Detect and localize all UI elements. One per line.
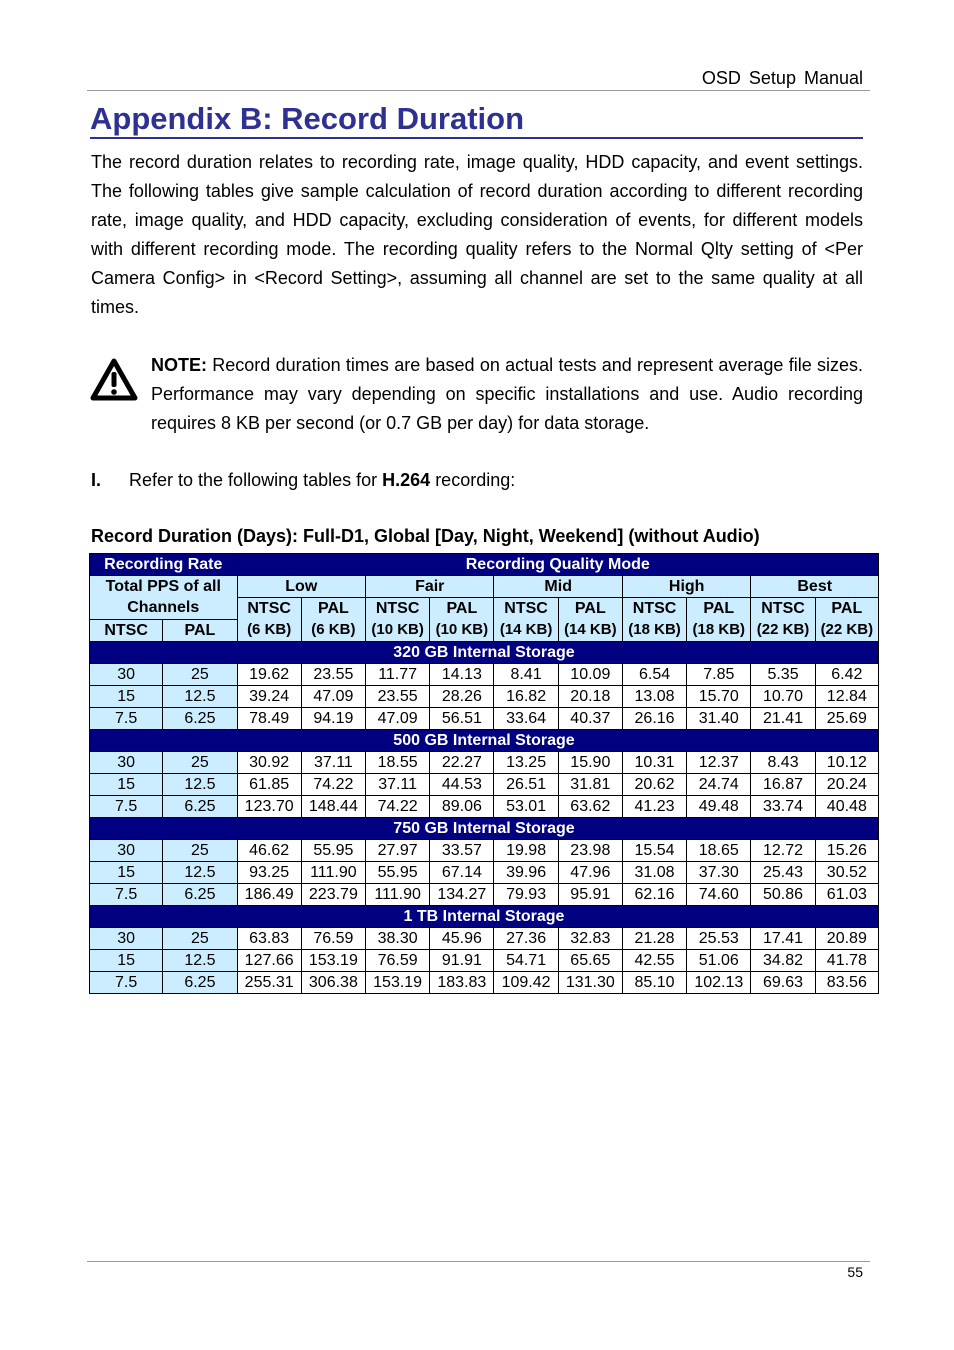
duration-cell: 62.16 bbox=[622, 883, 686, 905]
duration-cell: 10.09 bbox=[558, 663, 622, 685]
size-col-size: (22 KB) bbox=[815, 619, 878, 641]
duration-cell: 74.60 bbox=[687, 883, 751, 905]
duration-cell: 83.56 bbox=[815, 971, 878, 993]
rate-cell: 6.25 bbox=[163, 707, 237, 729]
duration-cell: 23.98 bbox=[558, 839, 622, 861]
duration-cell: 19.98 bbox=[494, 839, 558, 861]
quality-level-fair: Fair bbox=[366, 576, 494, 598]
duration-cell: 50.86 bbox=[751, 883, 815, 905]
duration-cell: 94.19 bbox=[301, 707, 365, 729]
duration-cell: 41.23 bbox=[622, 795, 686, 817]
duration-cell: 44.53 bbox=[430, 773, 494, 795]
size-col-std: NTSC bbox=[751, 598, 815, 620]
size-col-size: (14 KB) bbox=[494, 619, 558, 641]
rate-cell: 6.25 bbox=[163, 883, 237, 905]
duration-cell: 31.08 bbox=[622, 861, 686, 883]
duration-cell: 65.65 bbox=[558, 949, 622, 971]
duration-cell: 6.54 bbox=[622, 663, 686, 685]
quality-level-high: High bbox=[622, 576, 750, 598]
duration-cell: 78.49 bbox=[237, 707, 301, 729]
duration-cell: 22.27 bbox=[430, 751, 494, 773]
rate-cell: 25 bbox=[163, 927, 237, 949]
duration-cell: 53.01 bbox=[494, 795, 558, 817]
duration-cell: 33.57 bbox=[430, 839, 494, 861]
duration-cell: 153.19 bbox=[301, 949, 365, 971]
size-col-size: (18 KB) bbox=[622, 619, 686, 641]
duration-cell: 85.10 bbox=[622, 971, 686, 993]
duration-cell: 45.96 bbox=[430, 927, 494, 949]
duration-cell: 74.22 bbox=[366, 795, 430, 817]
duration-cell: 21.41 bbox=[751, 707, 815, 729]
duration-cell: 31.81 bbox=[558, 773, 622, 795]
duration-cell: 49.48 bbox=[687, 795, 751, 817]
duration-cell: 47.09 bbox=[301, 685, 365, 707]
quality-level-best: Best bbox=[751, 576, 879, 598]
duration-cell: 89.06 bbox=[430, 795, 494, 817]
duration-cell: 95.91 bbox=[558, 883, 622, 905]
duration-cell: 25.53 bbox=[687, 927, 751, 949]
duration-cell: 21.28 bbox=[622, 927, 686, 949]
duration-cell: 109.42 bbox=[494, 971, 558, 993]
reference-text bbox=[129, 466, 515, 495]
duration-cell: 91.91 bbox=[430, 949, 494, 971]
duration-cell: 306.38 bbox=[301, 971, 365, 993]
page-number: 55 bbox=[847, 1264, 863, 1280]
rate-cell: 25 bbox=[163, 751, 237, 773]
size-col-size: (14 KB) bbox=[558, 619, 622, 641]
duration-cell: 26.16 bbox=[622, 707, 686, 729]
size-col-std: NTSC bbox=[237, 598, 301, 620]
duration-cell: 18.65 bbox=[687, 839, 751, 861]
duration-cell: 28.26 bbox=[430, 685, 494, 707]
duration-cell: 123.70 bbox=[237, 795, 301, 817]
duration-cell: 31.40 bbox=[687, 707, 751, 729]
table-row bbox=[90, 883, 879, 905]
quality-mode-header: Recording Quality Mode bbox=[237, 554, 878, 576]
quality-level-low: Low bbox=[237, 576, 365, 598]
duration-cell: 76.59 bbox=[301, 927, 365, 949]
duration-cell: 40.48 bbox=[815, 795, 878, 817]
table-row bbox=[90, 949, 879, 971]
duration-cell: 47.09 bbox=[366, 707, 430, 729]
rate-cell: 25 bbox=[163, 663, 237, 685]
recording-rate-header: Recording Rate bbox=[90, 554, 238, 576]
size-col-size: (10 KB) bbox=[430, 619, 494, 641]
note-text bbox=[151, 351, 863, 438]
rate-cell: 7.5 bbox=[90, 971, 163, 993]
table-row bbox=[90, 795, 879, 817]
duration-cell: 111.90 bbox=[366, 883, 430, 905]
duration-cell: 13.08 bbox=[622, 685, 686, 707]
rate-cell: 15 bbox=[90, 685, 163, 707]
reference-text-before: Refer to the following tables for bbox=[129, 470, 383, 490]
rate-cell: 6.25 bbox=[163, 971, 237, 993]
table-row bbox=[90, 861, 879, 883]
duration-cell: 37.11 bbox=[366, 773, 430, 795]
table-row bbox=[90, 707, 879, 729]
duration-cell: 37.30 bbox=[687, 861, 751, 883]
duration-cell: 10.70 bbox=[751, 685, 815, 707]
duration-cell: 20.89 bbox=[815, 927, 878, 949]
duration-cell: 37.11 bbox=[301, 751, 365, 773]
size-col-size: (6 KB) bbox=[301, 619, 365, 641]
size-col-std: PAL bbox=[687, 598, 751, 620]
duration-cell: 15.54 bbox=[622, 839, 686, 861]
size-col-size: (10 KB) bbox=[366, 619, 430, 641]
duration-cell: 10.31 bbox=[622, 751, 686, 773]
rate-cell: 30 bbox=[90, 839, 163, 861]
size-col-std: PAL bbox=[301, 598, 365, 620]
duration-cell: 12.84 bbox=[815, 685, 878, 707]
storage-section-label: 1 TB Internal Storage bbox=[90, 905, 879, 927]
duration-cell: 223.79 bbox=[301, 883, 365, 905]
rate-cell: 30 bbox=[90, 751, 163, 773]
duration-cell: 76.59 bbox=[366, 949, 430, 971]
page-title: Appendix B: Record Duration bbox=[90, 101, 863, 139]
header-manual-title: OSD Setup Manual bbox=[701, 68, 863, 88]
reference-number: I. bbox=[91, 470, 102, 490]
duration-cell: 33.64 bbox=[494, 707, 558, 729]
duration-cell: 134.27 bbox=[430, 883, 494, 905]
warning-triangle-icon bbox=[90, 358, 138, 402]
reference-text-after: recording: bbox=[430, 470, 516, 490]
rate-cell: 15 bbox=[90, 861, 163, 883]
duration-cell: 15.70 bbox=[687, 685, 751, 707]
duration-cell: 51.06 bbox=[687, 949, 751, 971]
duration-cell: 34.82 bbox=[751, 949, 815, 971]
duration-cell: 7.85 bbox=[687, 663, 751, 685]
table-row bbox=[90, 927, 879, 949]
duration-cell: 102.13 bbox=[687, 971, 751, 993]
duration-cell: 186.49 bbox=[237, 883, 301, 905]
rate-col-ntsc: NTSC bbox=[90, 619, 163, 641]
duration-cell: 20.18 bbox=[558, 685, 622, 707]
quality-level-mid: Mid bbox=[494, 576, 622, 598]
duration-cell: 61.03 bbox=[815, 883, 878, 905]
rate-cell: 30 bbox=[90, 663, 163, 685]
duration-cell: 23.55 bbox=[366, 685, 430, 707]
duration-cell: 47.96 bbox=[558, 861, 622, 883]
rate-cell: 15 bbox=[90, 949, 163, 971]
rate-cell: 15 bbox=[90, 773, 163, 795]
duration-cell: 6.42 bbox=[815, 663, 878, 685]
total-pps-header: Total PPS of all Channels bbox=[90, 576, 238, 620]
duration-cell: 153.19 bbox=[366, 971, 430, 993]
duration-cell: 131.30 bbox=[558, 971, 622, 993]
record-duration-table bbox=[89, 553, 879, 994]
table-row bbox=[90, 751, 879, 773]
duration-cell: 8.41 bbox=[494, 663, 558, 685]
duration-cell: 42.55 bbox=[622, 949, 686, 971]
duration-cell: 30.52 bbox=[815, 861, 878, 883]
table-row bbox=[90, 839, 879, 861]
duration-cell: 63.83 bbox=[237, 927, 301, 949]
size-col-std: PAL bbox=[430, 598, 494, 620]
duration-cell: 20.62 bbox=[622, 773, 686, 795]
storage-section-label: 500 GB Internal Storage bbox=[90, 729, 879, 751]
header-rule bbox=[87, 90, 870, 91]
duration-cell: 33.74 bbox=[751, 795, 815, 817]
intro-paragraph: The record duration relates to recording rate, image quality, HDD capacity, and event settings. The following tables give sample calculation of record duration according to different recording rate, image quality, and HDD capacity, excluding consideration of events, for different models with different recording mode. The recording quality refers to the Normal Qlty setting of <Per Camera Config> in <Record Setting>, assuming all channel are set to the same quality at all times. bbox=[91, 152, 863, 317]
duration-cell: 8.43 bbox=[751, 751, 815, 773]
duration-cell: 19.62 bbox=[237, 663, 301, 685]
duration-cell: 55.95 bbox=[301, 839, 365, 861]
rate-cell: 12.5 bbox=[163, 773, 237, 795]
size-col-size: (6 KB) bbox=[237, 619, 301, 641]
duration-cell: 54.71 bbox=[494, 949, 558, 971]
duration-cell: 127.66 bbox=[237, 949, 301, 971]
duration-cell: 30.92 bbox=[237, 751, 301, 773]
rate-cell: 12.5 bbox=[163, 861, 237, 883]
duration-cell: 11.77 bbox=[366, 663, 430, 685]
duration-cell: 14.13 bbox=[430, 663, 494, 685]
duration-cell: 32.83 bbox=[558, 927, 622, 949]
duration-cell: 55.95 bbox=[366, 861, 430, 883]
duration-cell: 16.82 bbox=[494, 685, 558, 707]
duration-cell: 25.69 bbox=[815, 707, 878, 729]
footer-rule bbox=[87, 1261, 870, 1262]
rate-cell: 7.5 bbox=[90, 707, 163, 729]
table-row bbox=[90, 663, 879, 685]
rate-cell: 6.25 bbox=[163, 795, 237, 817]
size-col-std: NTSC bbox=[494, 598, 558, 620]
table-row bbox=[90, 773, 879, 795]
duration-cell: 27.36 bbox=[494, 927, 558, 949]
duration-cell: 148.44 bbox=[301, 795, 365, 817]
note-body: Record duration times are based on actual tests and represent average file sizes. Performance may vary depending on specific installations and use. Audio recording requires 8 KB per second (or 0.7 GB per day) for data storage. bbox=[151, 355, 863, 433]
rate-cell: 7.5 bbox=[90, 795, 163, 817]
duration-cell: 5.35 bbox=[751, 663, 815, 685]
duration-cell: 69.63 bbox=[751, 971, 815, 993]
table-row bbox=[90, 685, 879, 707]
duration-cell: 17.41 bbox=[751, 927, 815, 949]
duration-cell: 38.30 bbox=[366, 927, 430, 949]
duration-cell: 24.74 bbox=[687, 773, 751, 795]
storage-section-label: 320 GB Internal Storage bbox=[90, 641, 879, 663]
rate-cell: 25 bbox=[163, 839, 237, 861]
duration-cell: 16.87 bbox=[751, 773, 815, 795]
duration-cell: 46.62 bbox=[237, 839, 301, 861]
size-col-size: (22 KB) bbox=[751, 619, 815, 641]
duration-cell: 41.78 bbox=[815, 949, 878, 971]
duration-cell: 13.25 bbox=[494, 751, 558, 773]
rate-cell: 12.5 bbox=[163, 949, 237, 971]
duration-cell: 15.26 bbox=[815, 839, 878, 861]
size-col-std: NTSC bbox=[366, 598, 430, 620]
duration-cell: 20.24 bbox=[815, 773, 878, 795]
duration-cell: 39.96 bbox=[494, 861, 558, 883]
size-col-size: (18 KB) bbox=[687, 619, 751, 641]
reference-codec: H.264 bbox=[382, 470, 431, 490]
duration-cell: 111.90 bbox=[301, 861, 365, 883]
duration-cell: 93.25 bbox=[237, 861, 301, 883]
duration-cell: 61.85 bbox=[237, 773, 301, 795]
table-title: Record Duration (Days): Full-D1, Global [Day, Night, Weekend] (without Audio) bbox=[91, 526, 760, 546]
rate-cell: 7.5 bbox=[90, 883, 163, 905]
duration-cell: 40.37 bbox=[558, 707, 622, 729]
duration-cell: 67.14 bbox=[430, 861, 494, 883]
duration-cell: 74.22 bbox=[301, 773, 365, 795]
rate-cell: 12.5 bbox=[163, 685, 237, 707]
size-col-std: NTSC bbox=[622, 598, 686, 620]
duration-cell: 25.43 bbox=[751, 861, 815, 883]
duration-cell: 15.90 bbox=[558, 751, 622, 773]
duration-cell: 63.62 bbox=[558, 795, 622, 817]
duration-cell: 56.51 bbox=[430, 707, 494, 729]
duration-cell: 12.72 bbox=[751, 839, 815, 861]
duration-cell: 183.83 bbox=[430, 971, 494, 993]
duration-cell: 23.55 bbox=[301, 663, 365, 685]
duration-cell: 79.93 bbox=[494, 883, 558, 905]
size-col-std: PAL bbox=[815, 598, 878, 620]
storage-section-label: 750 GB Internal Storage bbox=[90, 817, 879, 839]
duration-cell: 18.55 bbox=[366, 751, 430, 773]
duration-cell: 10.12 bbox=[815, 751, 878, 773]
rate-col-pal: PAL bbox=[163, 619, 237, 641]
table-row bbox=[90, 971, 879, 993]
rate-cell: 30 bbox=[90, 927, 163, 949]
note-label: NOTE: bbox=[151, 355, 207, 375]
duration-cell: 39.24 bbox=[237, 685, 301, 707]
duration-cell: 27.97 bbox=[366, 839, 430, 861]
size-col-std: PAL bbox=[558, 598, 622, 620]
duration-cell: 255.31 bbox=[237, 971, 301, 993]
duration-cell: 26.51 bbox=[494, 773, 558, 795]
duration-cell: 12.37 bbox=[687, 751, 751, 773]
